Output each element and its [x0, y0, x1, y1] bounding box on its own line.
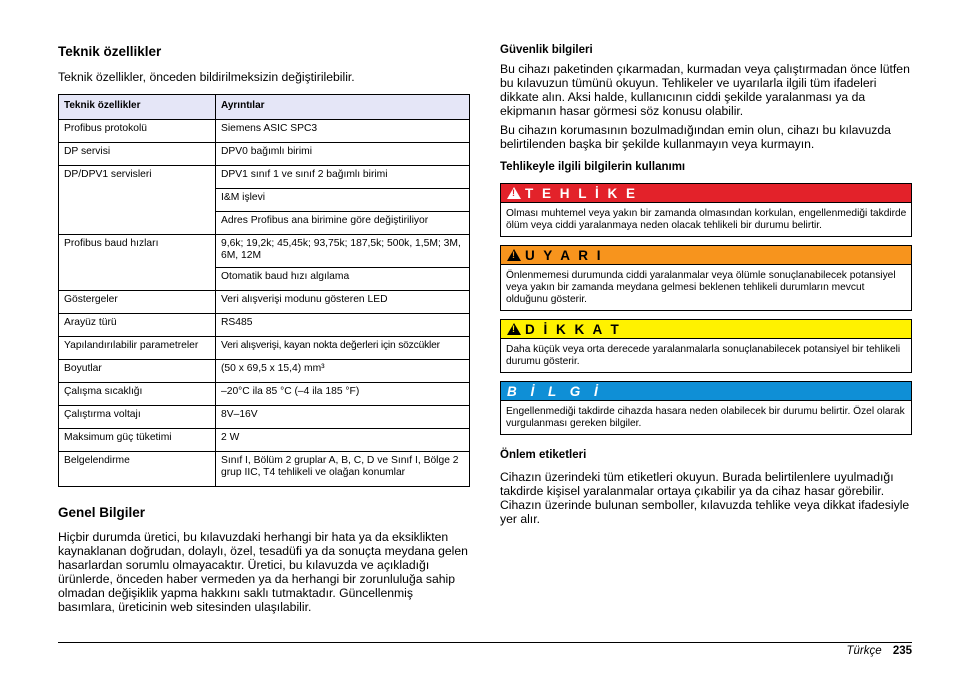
table-cell: Çalışma sıcaklığı — [59, 383, 216, 406]
warning-title-bar — [501, 246, 911, 265]
notice-title-bar — [501, 382, 911, 401]
table-cell: Profibus protokolü — [59, 120, 216, 143]
table-header: Teknik özellikler — [59, 95, 216, 120]
warning-triangle-icon: ! — [507, 187, 521, 199]
table-row — [59, 452, 470, 487]
table-cell: DP servisi — [59, 143, 216, 166]
table-row — [59, 337, 470, 360]
table-cell: Belgelendirme — [59, 452, 216, 487]
table-cell: RS485 — [216, 314, 470, 337]
danger-text: Olması muhtemel veya yakın bir zamanda olmasından korkulan, engellenmediği takdirde ölüm veya ciddi yaralanmaya neden olacak tehlikeli bir durumu belirtir. — [506, 208, 907, 231]
table-cell: Profibus baud hızları — [59, 235, 216, 291]
safety-paragraph-1: Bu cihazı paketinden çıkarmadan, kurmadan veya çalıştırmadan önce lütfen bu kılavuzun tümünü okuyun. Tehlikeler ve uyarılarla ilgili tüm ifadeleri dikkate alın. Aksi halde, kullanıcının ciddi şekilde yaralanması ya da ekipmanın hasar görmesi söz konusu olabilir. — [500, 62, 910, 118]
caution-text: Daha küçük veya orta derecede yaralanmalarla sonuçlanabilecek potansiyel bir tehlikeli durumu gösterir. — [506, 344, 901, 367]
table-cell: Veri alışverişi modunu gösteren LED — [216, 291, 470, 314]
footer-language: Türkçe — [846, 645, 882, 657]
safety-paragraph-2: Bu cihazın korumasının bozulmadığından emin olun, cihazı bu kılavuzda belirtilenden başka bir şekilde kullanmayın veya kurmayın. — [500, 123, 891, 151]
notice-box — [500, 381, 912, 435]
page-footer — [846, 645, 912, 657]
spec-intro: Teknik özellikler, önceden bildirilmeksizin değiştirilebilir. — [58, 70, 355, 84]
table-row — [59, 166, 470, 189]
table-cell: Siemens ASIC SPC3 — [216, 120, 470, 143]
table-cell: I&M işlevi — [216, 189, 470, 212]
table-row — [59, 383, 470, 406]
table-cell: Maksimum güç tüketimi — [59, 429, 216, 452]
table-row — [59, 429, 470, 452]
table-cell: (50 x 69,5 x 15,4) mm³ — [216, 360, 470, 383]
warning-triangle-icon: ! — [507, 249, 521, 261]
table-cell: –20°C ila 85 °C (–4 ila 185 °F) — [216, 383, 470, 406]
table-row — [59, 235, 470, 268]
table-header-row — [59, 95, 470, 120]
spec-table — [58, 94, 470, 487]
table-cell: Göstergeler — [59, 291, 216, 314]
table-cell: Veri alışverişi, kayan nokta değerleri için sözcükler — [216, 337, 470, 360]
table-cell: Otomatik baud hızı algılama — [216, 268, 470, 291]
hazard-boxes — [500, 183, 912, 435]
left-column — [58, 44, 470, 614]
notice-title: B İ L G İ — [507, 383, 603, 399]
hazard-heading: Tehlikeyle ilgili bilgilerin kullanımı — [500, 161, 686, 173]
table-row — [59, 291, 470, 314]
table-cell: Yapılandırılabilir parametreler — [59, 337, 216, 360]
danger-box — [500, 183, 912, 237]
table-cell: Arayüz türü — [59, 314, 216, 337]
table-cell: 9,6k; 19,2k; 45,45k; 93,75k; 187,5k; 500k, 1,5M; 3M, 6M, 12M — [216, 235, 470, 268]
table-row — [59, 314, 470, 337]
table-row — [59, 143, 470, 166]
right-column — [500, 44, 912, 526]
danger-title-bar — [501, 184, 911, 203]
caution-title: D İ K K A T — [525, 321, 622, 337]
table-row — [59, 120, 470, 143]
table-cell: Çalıştırma voltajı — [59, 406, 216, 429]
warning-text: Önlenmemesi durumunda ciddi yaralanmalar veya ölümle sonuçlanabilecek potansiyel veya yakın bir zamanda meydana gelmesi beklenen tehlikeli durumların mevcut olduğunu gösterir. — [506, 270, 896, 305]
page-number: 235 — [892, 645, 912, 657]
warning-title: U Y A R I — [525, 247, 604, 263]
labels-heading: Önlem etiketleri — [500, 449, 587, 461]
danger-title: T E H L İ K E — [525, 185, 638, 201]
labels-text: Cihazın üzerindeki tüm etiketleri okuyun. Burada belirtilenlere uyulmadığı takdirde kişisel yaralanmalar ortaya çıkabilir ya da cihaz hasar görebilir. Cihazın üzerinde bulunan semboller, kılavuzda tehlike veya dikkat ifadesiyle yer alır. — [500, 470, 910, 526]
table-cell: 8V–16V — [216, 406, 470, 429]
general-heading: Genel Bilgiler — [58, 505, 146, 520]
table-cell: 2 W — [216, 429, 470, 452]
safety-heading: Güvenlik bilgileri — [500, 44, 593, 56]
table-header: Ayrıntılar — [216, 95, 470, 120]
warning-triangle-icon: ! — [507, 323, 521, 335]
caution-title-bar — [501, 320, 911, 339]
table-cell: DPV1 sınıf 1 ve sınıf 2 bağımlı birimi — [216, 166, 470, 189]
warning-box — [500, 245, 912, 311]
table-row — [59, 406, 470, 429]
notice-text: Engellenmediği takdirde cihazda hasara neden olabilecek bir durumu belirtir. Özel olarak vurgulanması gereken bilgiler. — [506, 406, 905, 429]
spec-heading: Teknik özellikler — [58, 44, 162, 59]
table-cell: DP/DPV1 servisleri — [59, 166, 216, 235]
table-cell: Adres Profibus ana birimine göre değiştiriliyor — [216, 212, 470, 235]
caution-box — [500, 319, 912, 373]
table-cell: DPV0 bağımlı birimi — [216, 143, 470, 166]
table-row — [59, 360, 470, 383]
general-text: Hiçbir durumda üretici, bu kılavuzdaki herhangi bir hata ya da eksiklikten kaynaklanan doğrudan, dolaylı, özel, tesadüfi ya da sonuçta meydana gelen hasarlardan sorumlu olmayacaktır. Üretici, bu kılavuzda ve açıkladığı ürünlerde, önceden haber vermeden ya da herhangi bir zorunluluğa sahip olmadan değişiklik yapma hakkını saklı tutmaktadır. Güncellenmiş basımlara, üreticinin web sitesinden ulaşılabilir. — [58, 530, 468, 614]
table-cell: Boyutlar — [59, 360, 216, 383]
footer-divider — [58, 642, 912, 643]
table-cell: Sınıf I, Bölüm 2 gruplar A, B, C, D ve Sınıf I, Bölge 2 grup IIC, T4 tehlikeli ve olağan konumlar — [216, 452, 470, 487]
